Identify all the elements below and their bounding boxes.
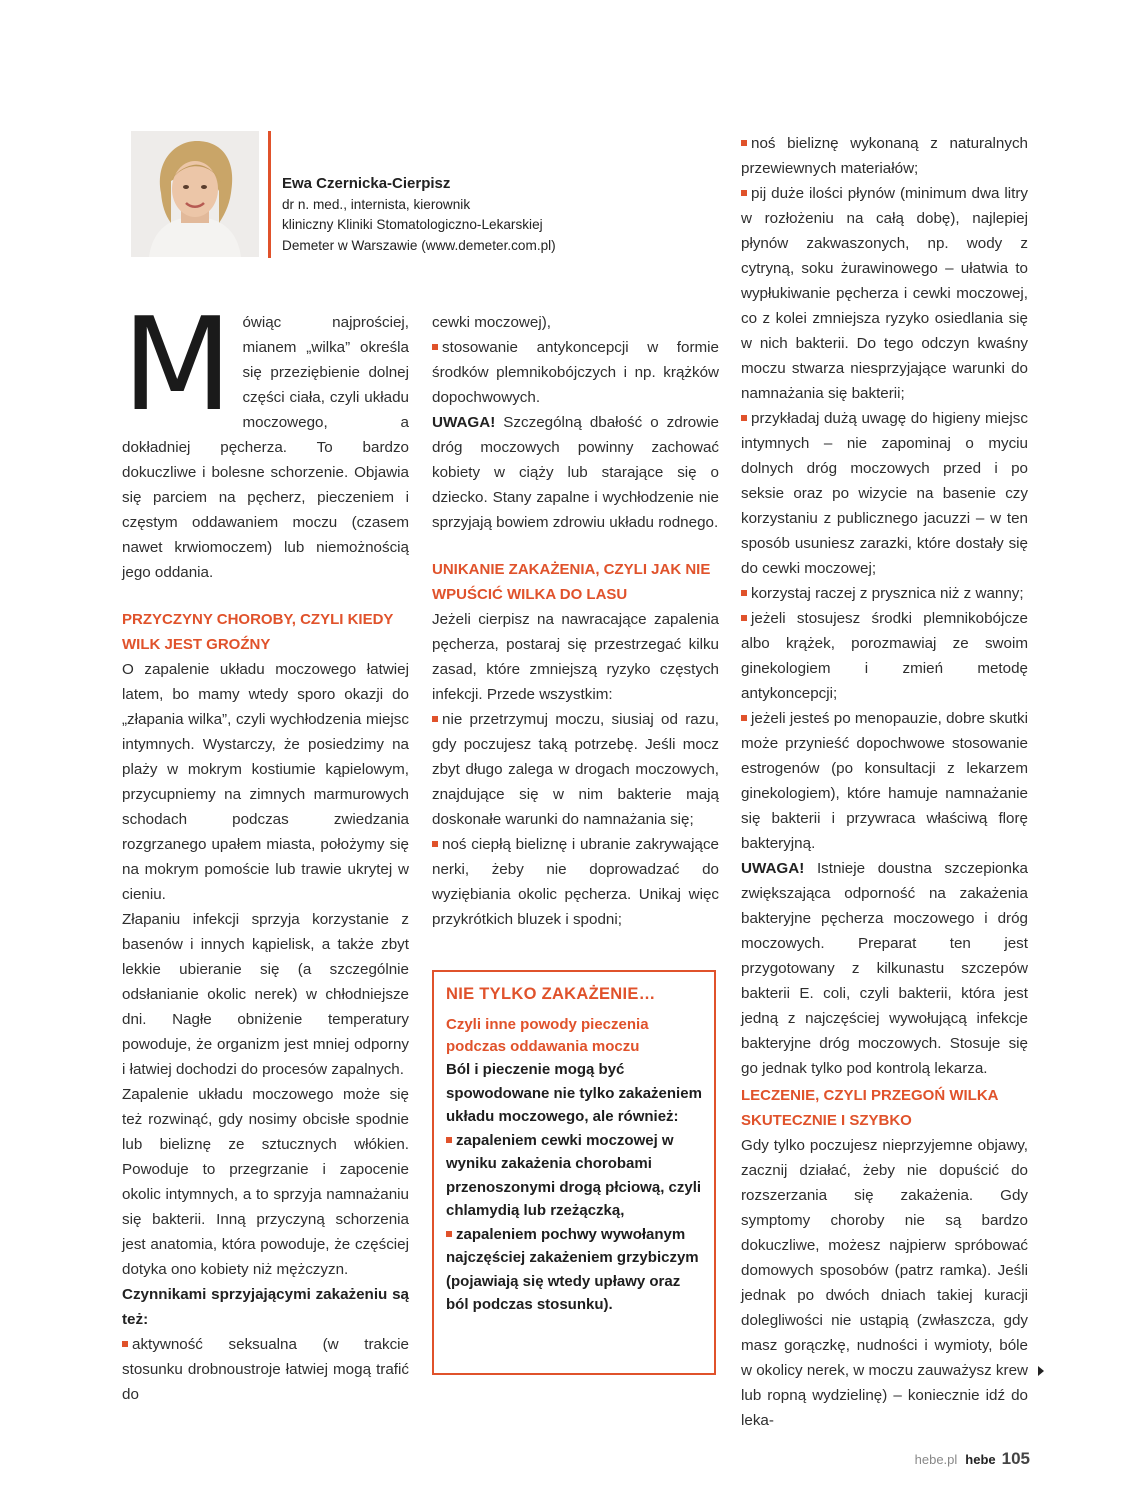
column-1 (122, 291, 409, 1407)
page-footer (915, 1449, 1030, 1469)
author-photo (131, 131, 259, 257)
list-item (122, 1332, 409, 1407)
list-item (741, 606, 1028, 706)
list-item (432, 707, 719, 832)
paragraph: O zapalenie układu moczowego łatwiej latem, bo mamy wtedy sporo okazji do „złapania wilka”, czyli wychłodzenia miejsc intymnych. Wystarczy, że posiedzimy na plaży w mokrym kostiumie kąpielowym, przycupniemy na zimnych marmurowych schodach podczas zwiedzania rozgrzanego upałem miasta, położymy się na mokrym pomoście lub trawie ukrytej w cieniu. (122, 661, 409, 903)
list-item-text: jeżeli stosujesz środki plemnikobójcze albo krążek, porozmawiaj ze swoim ginekologiem i zmień metodę antykoncepcji; (741, 610, 1028, 702)
paragraph: Gdy tylko poczujesz nieprzyjemne objawy, zacznij działać, żeby nie dopuścić do rozszerzania się zakażenia. Gdy symptomy choroby nie są bardzo dokuczliwe, możesz najpierw spróbować domowych sposobów (patrz ramka). Jeśli jednak po dwóch dniach takiej kuracji dolegliwości nie ustąpią (zwłaszcza, gdy masz gorączkę, nudności i wymioty, bóle w okolicy nerek, w moczu zauważysz krew lub ropną wydzielinę) – koniecznie idź do leka- (741, 1137, 1028, 1429)
intro-paragraph (122, 291, 409, 585)
list-item (432, 832, 719, 932)
column-3 (741, 131, 1028, 1433)
list-item (432, 335, 719, 410)
bullet-icon (446, 1231, 452, 1237)
paragraph: Złapaniu infekcji sprzyja korzystanie z basenów i innych kąpielisk, a także zbyt lekkie ubieranie się (a szczególnie odsłanianie okolic nerek) w chłodniejsze dni. Nagłe obniżenie temperatury powoduje, że organizm jest mniej odporny i łatwiej dochodzi do procesów zapalnych. (122, 911, 409, 1078)
warning-text: Szczególną dbałość o zdrowie dróg moczowych powinny zachować kobiety w ciąży lub starające się o dziecko. Stany zapalne i wychłodzenie nie sprzyjają bowiem zdrowiu układu rodnego. (432, 414, 719, 531)
warning-text: Istnieje doustna szczepionka zwiększająca odporność na zakażenia bakteryjne pęcherza moczowego i dróg moczowych. Preparat ten jest przygotowany z kilkunastu szczepów bakterii E. coli, czyli bakterii, która jest jedną z najczęściej wywołującą infekcje bakteryjne dróg moczowych. Stosuje się go jednak tylko pod kontrolą lekarza. (741, 860, 1028, 1077)
continue-arrow-icon (1038, 1366, 1044, 1376)
list-item-text: przykładaj dużą uwagę do higieny miejsc intymnych – nie zapominaj o myciu dolnych dróg moczowych przed i po seksie oraz po wizycie na basenie czy korzystaniu z publicznego jacuzzi – w ten sposób usuniesz zarazki, które dostały się do cewki moczowej; (741, 410, 1028, 577)
factors-heading: Czynnikami sprzyjającymi zakażeniu są też: (122, 1286, 409, 1328)
box-title: NIE TYLKO ZAKAŻENIE… (446, 985, 656, 1003)
section-heading-causes: PRZYCZYNY CHOROBY, CZYLI KIEDY WILK JEST GROŹNY (122, 611, 394, 653)
list-item-text: noś bieliznę wykonaną z naturalnych przewiewnych materiałów; (741, 135, 1028, 177)
bullet-icon (741, 590, 747, 596)
author-name: Ewa Czernicka-Cierpisz (282, 175, 451, 192)
paragraph: cewki moczowej), (432, 314, 551, 331)
box-list-item (446, 1223, 702, 1317)
bullet-icon (741, 140, 747, 146)
bullet-icon (432, 716, 438, 722)
box-list-item-text: zapaleniem cewki moczowej w wyniku zakażenia chorobami przenoszonymi drogą płciową, czyli chlamydią lub rzeżączką, (446, 1131, 702, 1219)
author-position: kliniczny Kliniki Stomatologiczno-Lekarskiej (282, 217, 543, 232)
warning-paragraph (432, 410, 719, 535)
warning-paragraph (741, 856, 1028, 1081)
column-2 (432, 310, 719, 932)
bullet-icon (432, 344, 438, 350)
footer-site: hebe.pl (914, 1452, 958, 1467)
list-item-text: pij duże ilości płynów (minimum dwa litry w rozłożeniu na całą dobę), najlepiej płynów zakwaszonych, np. wody z cytryną, soku żurawinowego – ułatwia to wypłukiwanie pęcherza i cewki moczowej, co z kolei zmniejsza ryzyko osiedlania się w nich bakterii. Do tego odczyn kwaśny moczu stwarza niesprzyjające warunki do namnażania się bakterii; (741, 185, 1028, 402)
page-number: 105 (1001, 1449, 1030, 1468)
list-item (741, 581, 1028, 606)
bullet-icon (432, 841, 438, 847)
box-list-item-text: zapaleniem pochwy wywołanym najczęściej zakażeniem grzybiczym (pojawiają się wtedy upławy oraz ból podczas stosunku). (446, 1225, 699, 1313)
list-item-text: noś ciepłą bieliznę i ubranie zakrywające nerki, żeby nie doprowadzać do wyziębiania okolic pęcherza. Unikaj więc przykrótkich bluzek i spodni; (432, 836, 719, 928)
author-title: dr n. med., internista, kierownik (282, 196, 471, 212)
warning-label: UWAGA! (741, 860, 805, 877)
bullet-icon (741, 190, 747, 196)
list-item-text: nie przetrzymuj moczu, siusiaj od razu, gdy poczujesz taką potrzebę. Jeśli mocz zbyt długo zalega w drogach moczowych, znajdujące się w nim bakterie mają doskonałe warunki do namnażania się; (432, 711, 719, 828)
author-clinic: Demeter w Warszawie (www.demeter.com.pl) (282, 237, 556, 253)
bullet-icon (446, 1137, 452, 1143)
warning-label: UWAGA! (432, 414, 496, 431)
list-item-text: korzystaj raczej z prysznica niż z wanny; (751, 585, 1024, 602)
box-paragraph: Ból i pieczenie mogą być spowodowane nie tylko zakażeniem układu moczowego, ale również: (446, 1061, 702, 1125)
sidebar-box (432, 970, 716, 1375)
list-item-text: aktywność seksualna (w trakcie stosunku drobnoustroje łatwiej mogą trafić do (122, 1336, 409, 1403)
footer-brand-logo: hebe (965, 1452, 996, 1467)
box-list-item (446, 1129, 702, 1223)
bullet-icon (741, 615, 747, 621)
section-heading-prevention: UNIKANIE ZAKAŻENIA, CZYLI JAK NIE WPUŚCIĆ WILKA DO LASU (432, 561, 711, 603)
author-portrait-illustration (131, 131, 259, 257)
author-accent-rule (268, 131, 271, 258)
list-item-text: stosowanie antykoncepcji w formie środków plemnikobójczych i np. krążków dopochwowych. (432, 339, 719, 406)
paragraph: Jeżeli cierpisz na nawracające zapalenia pęcherza, postaraj się przestrzegać kilku zasad, które zmniejszą ryzyko częstych infekcji. Przede wszystkim: (432, 611, 719, 703)
paragraph: Zapalenie układu moczowego może się też rozwinąć, gdy nosimy obcisłe spodnie lub bieliznę ze sztucznych włókien. Powoduje to przegrzanie i zapocenie okolic intymnych, a to sprzyja namnażaniu się bakterii. Inną przyczyną schorzenia jest anatomia, która powoduje, że częściej dotyka ono kobiety niż mężczyzn. (122, 1086, 409, 1278)
list-item (741, 706, 1028, 856)
list-item-text: jeżeli jesteś po menopauzie, dobre skutki może przynieść dopochwowe stosowanie estrogenów (po konsultacji z lekarzem ginekologiem), które hamuje namnażanie się bakterii i przywraca właściwą florę bakteryjną. (741, 710, 1028, 852)
author-info (282, 174, 556, 256)
bullet-icon (741, 715, 747, 721)
list-item (741, 181, 1028, 406)
list-item (741, 406, 1028, 581)
intro-text: ówiąc najprościej, mianem „wilka” określa się przeziębienie dolnej części ciała, czyli układu moczowego, a dokładniej pęcherza. To bardzo dokuczliwe i bolesne schorzenie. Objawia się parciem na pęcherz, pieczeniem i częstym oddawaniem moczu (czasem nawet krwiomoczem) lub niemożnością jego oddania. (122, 314, 409, 581)
bullet-icon (122, 1341, 128, 1347)
section-heading-treatment: LECZENIE, CZYLI PRZEGOŃ WILKA SKUTECZNIE I SZYBKO (741, 1087, 998, 1129)
drop-cap: M (122, 291, 233, 440)
list-item (741, 131, 1028, 181)
bullet-icon (741, 415, 747, 421)
box-subtitle: Czyli inne powody pieczenia podczas oddawania moczu (446, 1016, 649, 1055)
